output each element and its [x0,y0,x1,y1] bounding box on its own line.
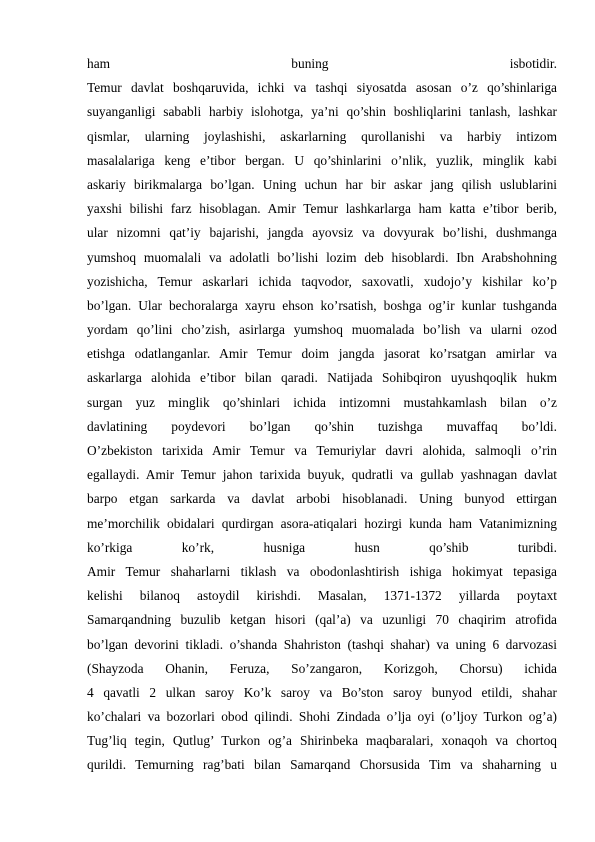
text-line: etishga odatlanganlar. Amir Temur doim jangda jasorat ko’rsatgan amirlar va [87,346,557,362]
text-line: Tug’liq tegin, Qutlug’ Turkon og’a Shirinbeka maqbaralari, xonaqoh va chortoq [87,733,557,749]
text-line: suyanganligi sababli harbiy islohotga, ya’ni qo’shin boshliqlarini tanlash, lashkar [87,104,557,120]
text-line: ko’rkiga ko’rk, husniga husn qo’shib turibdi. [87,539,557,555]
text-line: kelishi bilanoq astoydil kirishdi. Masalan, 1371-1372 yillarda poytaxt [87,588,557,604]
text-line: 4 qavatli 2 ulkan saroy Ko’k saroy va Bo’ston saroy bunyod etildi, shahar [87,684,557,700]
text-line: surgan yuz minglik qo’shinlari ichida intizomni mustahkamlash bilan o’z [87,394,557,410]
text-line: Temur davlat boshqaruvida, ichki va tashqi siyosatda asosan o’z qo’shinlariga [87,80,557,96]
text-line: bo’lgan devorini tikladi. o’shanda Shahriston (tashqi shahar) va uning 6 darvozasi [87,636,557,652]
document-page [87,52,557,778]
text-line: askariy birikmalarga bo’lgan. Uning uchun har bir askar jang qilish uslublarini [87,176,557,192]
text-line: O’zbekiston tarixida Amir Temur va Temuriylar davri alohida, salmoqli o’rin [87,443,557,458]
text-line: me’morchilik obidalari qurdirgan asora-atiqalari hozirgi kunda ham Vatanimizning [87,515,557,531]
text-line: Samarqandning buzulib ketgan hisori (qal’a) va uzunligi 70 chaqirim atrofida [87,612,557,628]
text-line: egallaydi. Amir Temur jahon tarixida buyuk, qudratli va gullab yashnagan davlat [87,467,557,483]
text-line: davlatining poydevori bo’lgan qo’shin tuzishga muvaffaq bo’ldi. [87,418,557,434]
text-line: barpo etgan sarkarda va davlat arbobi hisoblanadi. Uning bunyod ettirgan [87,491,557,507]
text-line: yozishicha, Temur askarlari ichida taqvodor, saxovatli, xudojo’y kishilar ko’p [87,273,557,289]
text-line: qismlar, ularning joylashishi, askarlarning qurollanishi va harbiy intizom [87,128,557,144]
text-line: yordam qo’lini cho’zish, asirlarga yumshoq muomalada bo’lish va ularni ozod [87,322,557,338]
text-line: ham buning isbotidir. [87,56,557,71]
text-line: qurildi. Temurning rag’bati bilan Samarqand Chorsusida Tim va shaharning u [87,757,557,773]
text-line: Amir Temur shaharlarni tiklash va obodonlashtirish ishiga hokimyat tepasiga [87,563,557,579]
text-line: masalalariga keng e’tibor bergan. U qo’shinlarini o’nlik, yuzlik, minglik kabi [87,152,557,168]
text-line: askarlarga alohida e’tibor bilan qaradi. Natijada Sohibqiron uyushqoqlik hukm [87,370,557,386]
text-line: yaxshi bilishi farz hisoblagan. Amir Temur lashkarlarga ham katta e’tibor berib, [87,201,557,217]
text-line: ular nizomni qat’iy bajarishi, jangda ayovsiz va dovyurak bo’lishi, dushmanga [87,225,557,241]
text-line: (Shayzoda Ohanin, Feruza, So’zangaron, Korizgoh, Chorsu) ichida [87,660,557,676]
text-line: ko’chalari va bozorlari obod qilindi. Shohi Zindada o’lja oyi (o’ljoy Turkon og’a) [87,709,557,725]
text-line: bo’lgan. Ular bechoralarga xayru ehson ko’rsatish, boshga og’ir kunlar tushganda [87,297,557,313]
text-line: yumshoq muomalali va adolatli bo’lishi lozim deb hisoblardi. Ibn Arabshohning [87,249,557,265]
